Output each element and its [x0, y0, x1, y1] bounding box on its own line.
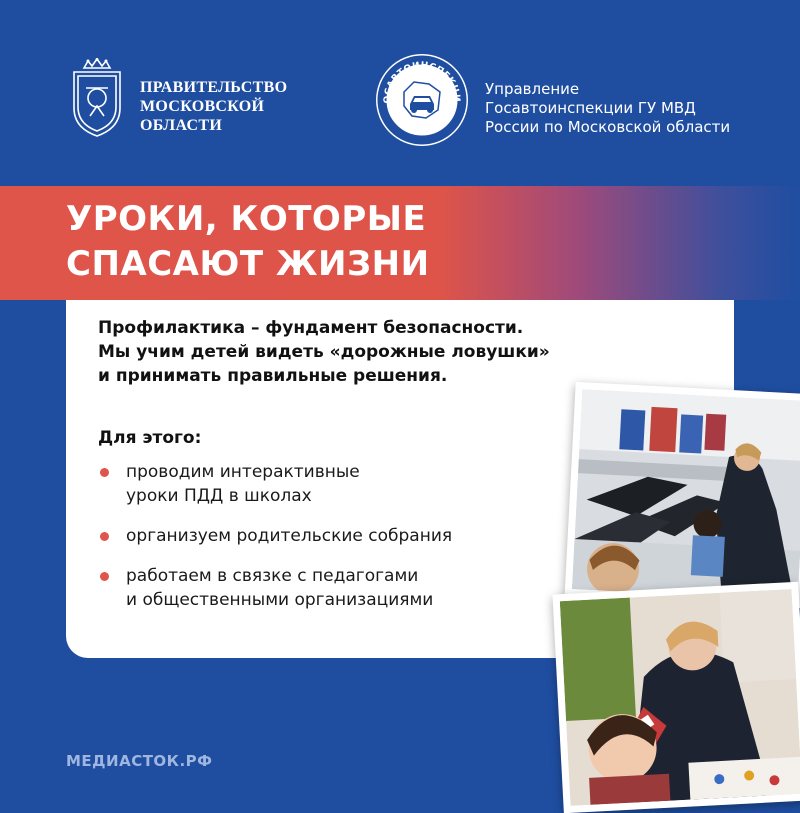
- list-item: [98, 564, 568, 612]
- gai-logo-top-text: ОСАВТОИНСПЕКЦИ: [382, 60, 462, 104]
- moscow-oblast-coat-of-arms-icon: [66, 58, 128, 138]
- bullet-2-line-1: организуем родительские собрания: [126, 526, 453, 546]
- gai-line-2: Госавтоинспекции ГУ МВД: [485, 99, 696, 117]
- banner-title: [66, 197, 666, 287]
- intro-line-2: Мы учим детей видеть «дорожные ловушки»: [98, 342, 550, 362]
- list-item: [98, 524, 568, 548]
- banner-title-line-2: СПАСАЮТ ЖИЗНИ: [66, 244, 430, 284]
- bullet-list: [98, 460, 568, 628]
- bullet-3-line-2: и общественными организациями: [126, 590, 434, 610]
- intro-text: [98, 316, 638, 388]
- officer-with-child-photo: [552, 582, 800, 813]
- bullet-3-line-1: работаем в связке с педагогами: [126, 566, 419, 586]
- bullet-1-line-1: проводим интерактивные: [126, 462, 360, 482]
- gov-line-2: МОСКОВСКОЙ: [140, 98, 265, 115]
- gai-line-3: России по Московской области: [485, 118, 731, 136]
- gai-logo-bottom-text: МОСКОВСКОЙ ОБЛАСТИ: [392, 113, 452, 137]
- list-item: [98, 460, 568, 508]
- gai-line-1: Управление: [485, 80, 580, 98]
- for-this-heading: Для этого:: [98, 428, 202, 448]
- intro-line-1: Профилактика – фундамент безопасности.: [98, 318, 524, 338]
- footer-site[interactable]: МЕДИАСТОК.РФ: [66, 752, 213, 770]
- traffic-police-department-name: [485, 80, 785, 137]
- bullet-dot-icon: [100, 572, 109, 581]
- intro-line-3: и принимать правильные решения.: [98, 366, 448, 386]
- bullet-dot-icon: [100, 468, 109, 477]
- government-name: [140, 78, 330, 135]
- gosavtoinspektsiya-emblem-icon: [374, 52, 470, 148]
- classroom-photo: [565, 382, 800, 608]
- gov-line-1: ПРАВИТЕЛЬСТВО: [140, 79, 288, 96]
- bullet-dot-icon: [100, 532, 109, 541]
- bullet-1-line-2: уроки ПДД в школах: [126, 486, 312, 506]
- banner-title-line-1: УРОКИ, КОТОРЫЕ: [66, 199, 427, 239]
- gov-line-3: ОБЛАСТИ: [140, 117, 223, 134]
